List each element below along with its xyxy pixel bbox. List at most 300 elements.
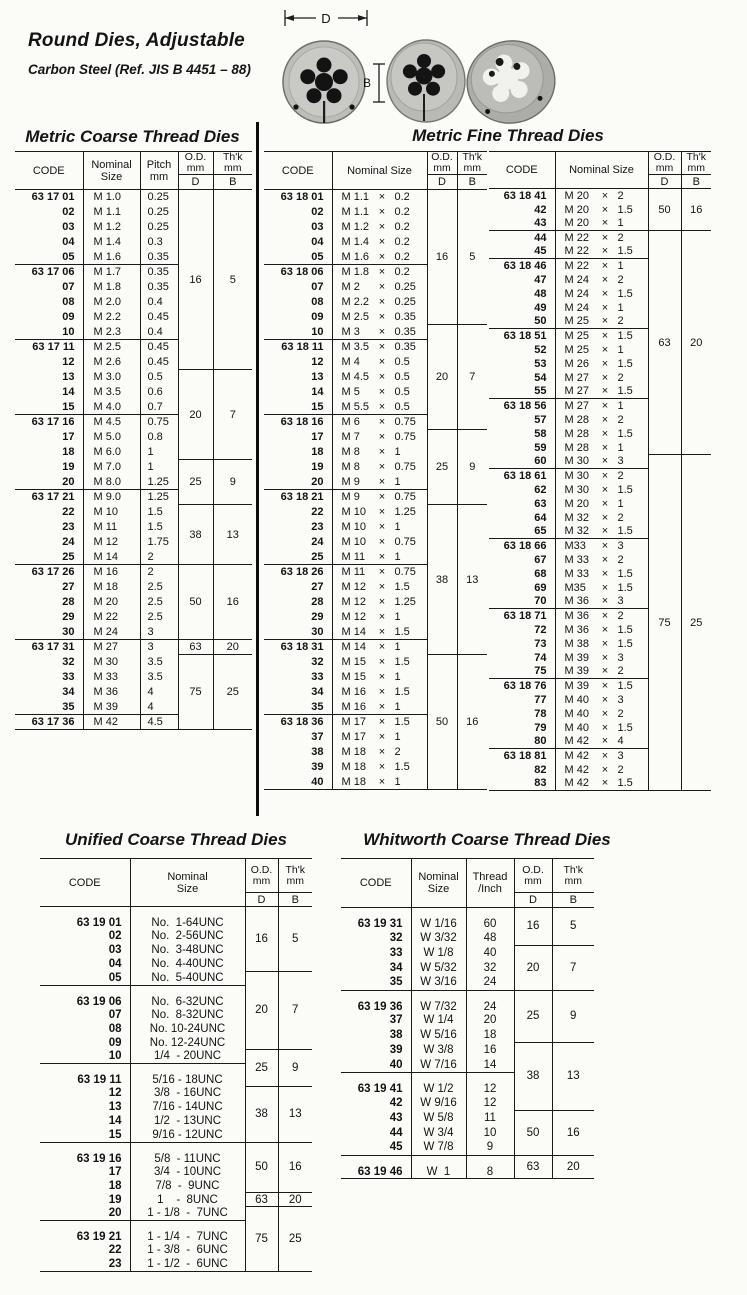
size-cell: M 11 × 0.75 <box>332 565 427 580</box>
size-cell: M 42 <box>83 715 140 730</box>
size-cell: M 7 × 0.75 <box>332 430 427 445</box>
code-cell: 32 <box>62 656 75 668</box>
thread-cell: 18 <box>466 1028 514 1043</box>
col-header-d: D <box>245 893 278 907</box>
size-cell: 5/8 - 11UNC <box>130 1142 245 1165</box>
od-cell: 16 <box>178 190 213 370</box>
code-cell: 63 19 46 <box>341 1155 411 1178</box>
code-cell: 44 <box>389 1126 403 1139</box>
col-header-od: O.D. mm <box>514 859 552 893</box>
code-cell: 18 <box>311 446 324 458</box>
size-cell: M 2.2 <box>83 310 140 325</box>
table-row <box>40 971 312 985</box>
table-row <box>341 1043 594 1058</box>
size-cell: W 5/8 <box>411 1110 466 1125</box>
thk-cell: 7 <box>552 945 594 990</box>
thread-cell: 60 <box>466 908 514 931</box>
code-cell: 63 18 31 <box>264 640 332 655</box>
size-cell: No. 2-56UNC <box>130 929 245 943</box>
size-cell: M 39 × 3 <box>555 651 648 665</box>
size-cell: M 7.0 <box>83 460 140 475</box>
table-row <box>15 505 252 520</box>
table-row <box>341 990 594 1013</box>
od-cell: 20 <box>178 370 213 460</box>
code-cell: 63 19 31 <box>341 908 411 931</box>
pitch-cell: 0.45 <box>140 340 178 355</box>
code-cell: 12 <box>108 1087 122 1099</box>
size-cell: M 3.5 <box>83 385 140 400</box>
od-cell: 50 <box>245 1142 278 1193</box>
pitch-cell: 3 <box>140 625 178 640</box>
size-cell: M35 × 1.5 <box>555 581 648 595</box>
od-cell: 38 <box>514 1043 552 1111</box>
size-cell: M 33 × 2 <box>555 553 648 567</box>
size-cell: M 42 × 2 <box>555 763 648 777</box>
size-cell: M 15 × 1.5 <box>332 655 427 670</box>
round-dies-photo <box>268 2 568 130</box>
code-cell: 29 <box>311 611 324 623</box>
size-cell: 1 - 1/8 - 7UNC <box>130 1207 245 1221</box>
code-cell: 33 <box>311 671 324 683</box>
code-cell: 63 18 11 <box>264 340 332 355</box>
thk-cell: 13 <box>278 1086 312 1142</box>
size-cell: W 1/16 <box>411 908 466 931</box>
code-cell: 39 <box>389 1044 403 1056</box>
size-cell: M 14 × 1.5 <box>332 625 427 640</box>
size-cell: No. 6-32UNC <box>130 985 245 1008</box>
size-cell: M 32 × 1.5 <box>555 525 648 539</box>
pitch-cell: 0.35 <box>140 265 178 280</box>
code-cell: 05 <box>311 250 324 263</box>
metric-fine-title: Metric Fine Thread Dies <box>412 126 604 145</box>
pitch-cell: 3 <box>140 640 178 655</box>
size-cell: M 27 × 1 <box>555 399 648 413</box>
table-row <box>489 231 711 245</box>
size-cell: M 36 × 3 <box>555 595 648 609</box>
code-cell: 38 <box>389 1029 403 1041</box>
code-cell: 47 <box>534 273 547 286</box>
size-cell: M 2.5 × 0.35 <box>332 310 427 325</box>
table-row <box>15 655 252 670</box>
od-cell: 63 <box>514 1155 552 1178</box>
code-cell: 24 <box>62 536 75 548</box>
code-cell: 04 <box>108 958 122 970</box>
table-row <box>40 1086 312 1100</box>
code-cell: 63 18 46 <box>489 259 555 273</box>
code-cell: 63 17 06 <box>15 265 83 280</box>
size-cell: M 16 <box>83 565 140 580</box>
od-cell: 16 <box>245 907 278 972</box>
size-cell: M 20 × 2 <box>555 189 648 203</box>
pitch-cell: 0.45 <box>140 355 178 370</box>
size-cell: M 1.2 <box>83 220 140 235</box>
od-cell: 75 <box>648 455 681 791</box>
pitch-cell: 2.5 <box>140 595 178 610</box>
pitch-cell: 0.25 <box>140 220 178 235</box>
thread-cell: 20 <box>466 1013 514 1028</box>
code-cell: 68 <box>534 567 547 580</box>
code-cell: 63 18 66 <box>489 539 555 553</box>
size-cell: M 14 <box>83 550 140 565</box>
col-header-thk: Th'k mm <box>552 859 594 893</box>
code-cell: 33 <box>389 946 403 959</box>
code-cell: 08 <box>311 296 324 308</box>
code-cell: 64 <box>534 511 547 524</box>
size-cell: W 1/8 <box>411 945 466 960</box>
table-row <box>264 430 487 445</box>
size-cell: 7/8 - 9UNC <box>130 1179 245 1193</box>
thk-cell: 7 <box>457 325 487 430</box>
thk-cell: 16 <box>681 189 711 231</box>
code-cell: 63 18 21 <box>264 490 332 505</box>
code-cell: 63 19 01 <box>40 907 130 930</box>
thk-cell: 25 <box>213 655 252 730</box>
table-row <box>40 1193 312 1207</box>
table-row <box>40 907 312 930</box>
size-cell: W 3/8 <box>411 1043 466 1058</box>
od-cell: 38 <box>427 505 457 655</box>
die-front-image <box>283 41 365 123</box>
pitch-cell: 0.5 <box>140 370 178 385</box>
col-header-size: Nominal Size <box>83 152 140 190</box>
col-header-thk: Th'k mm <box>681 152 711 175</box>
size-cell: M 1.7 <box>83 265 140 280</box>
col-header-b: B <box>552 893 594 908</box>
thk-cell: 9 <box>278 1050 312 1087</box>
size-cell: M 20 × 1.5 <box>555 203 648 217</box>
pitch-cell: 0.75 <box>140 415 178 430</box>
code-cell: 13 <box>311 371 324 383</box>
size-cell: M 5.5 × 0.5 <box>332 400 427 415</box>
dimension-b-bracket <box>373 64 385 102</box>
code-cell: 63 17 36 <box>15 715 83 730</box>
size-cell: M 39 <box>83 700 140 715</box>
pitch-cell: 2 <box>140 565 178 580</box>
size-cell: M 2.6 <box>83 355 140 370</box>
size-cell: M 11 × 1 <box>332 550 427 565</box>
code-cell: 03 <box>108 944 122 956</box>
thk-cell: 25 <box>278 1207 312 1272</box>
code-cell: 65 <box>534 525 547 538</box>
code-cell: 73 <box>534 637 547 650</box>
size-cell: 1/2 - 13UNC <box>130 1114 245 1128</box>
size-cell: M 20 × 1 <box>555 217 648 231</box>
code-cell: 27 <box>311 581 324 593</box>
thread-cell: 24 <box>466 975 514 990</box>
col-header-od: O.D. mm <box>245 859 278 893</box>
size-cell: M 9 × 1 <box>332 475 427 490</box>
col-header-code: CODE <box>40 859 130 907</box>
code-cell: 79 <box>534 721 547 734</box>
code-cell: 15 <box>311 400 324 413</box>
code-cell: 44 <box>489 231 555 245</box>
code-cell: 63 17 16 <box>15 415 83 430</box>
header-row <box>341 859 594 893</box>
code-cell: 29 <box>62 611 75 623</box>
size-cell: M 2.5 <box>83 340 140 355</box>
code-cell: 09 <box>108 1036 122 1049</box>
table-row <box>15 370 252 385</box>
size-cell: M 24 × 2 <box>555 273 648 287</box>
code-cell: 39 <box>311 761 324 773</box>
metric-fine-right-table <box>489 151 711 791</box>
size-cell: M 30 × 2 <box>555 469 648 483</box>
size-cell: M 2.3 <box>83 325 140 340</box>
size-cell: M 22 × 1 <box>555 259 648 273</box>
thk-cell: 20 <box>552 1155 594 1178</box>
pitch-cell: 0.25 <box>140 205 178 220</box>
pitch-cell: 0.7 <box>140 400 178 415</box>
size-cell: M 20 <box>83 595 140 610</box>
thk-cell: 13 <box>213 505 252 565</box>
thread-cell: 40 <box>466 945 514 960</box>
code-cell: 23 <box>108 1257 122 1270</box>
col-header-od: O.D. mm <box>648 152 681 175</box>
thread-cell: 12 <box>466 1073 514 1096</box>
table-row <box>489 189 711 203</box>
pitch-cell: 1.25 <box>140 490 178 505</box>
code-cell: 63 <box>534 497 547 510</box>
size-cell: M 9 × 0.75 <box>332 490 427 505</box>
size-cell: M 1.4 × 0.2 <box>332 235 427 250</box>
thk-cell: 13 <box>552 1043 594 1111</box>
code-cell: 22 <box>62 506 75 518</box>
size-cell: No. 5-40UNC <box>130 971 245 985</box>
size-cell: M 25 × 1.5 <box>555 329 648 343</box>
od-cell: 63 <box>648 231 681 455</box>
col-header-b: B <box>278 893 312 907</box>
size-cell: M 30 × 3 <box>555 455 648 469</box>
size-cell: M 28 × 1.5 <box>555 427 648 441</box>
size-cell: M 32 × 2 <box>555 511 648 525</box>
code-cell: 63 18 81 <box>489 749 555 763</box>
whitworth-table <box>341 858 594 1179</box>
code-cell: 05 <box>108 971 122 984</box>
code-cell: 19 <box>311 461 324 473</box>
code-cell: 43 <box>389 1111 403 1124</box>
size-cell: M 17 × 1.5 <box>332 715 427 730</box>
pitch-cell: 0.8 <box>140 430 178 445</box>
code-cell: 30 <box>311 625 324 638</box>
code-cell: 37 <box>389 1014 403 1026</box>
size-cell: M 1.2 × 0.2 <box>332 220 427 235</box>
od-cell: 63 <box>245 1193 278 1207</box>
code-cell: 58 <box>534 427 547 440</box>
code-cell: 63 18 51 <box>489 329 555 343</box>
code-cell: 18 <box>108 1179 122 1192</box>
code-cell: 37 <box>311 731 324 743</box>
table-row <box>341 945 594 960</box>
size-cell: No. 8-32UNC <box>130 1008 245 1022</box>
size-cell: W 3/4 <box>411 1125 466 1140</box>
code-cell: 63 19 06 <box>40 985 130 1008</box>
code-cell: 63 19 11 <box>40 1064 130 1087</box>
size-cell: M 33 × 1.5 <box>555 567 648 581</box>
thread-cell: 14 <box>466 1058 514 1073</box>
size-cell: W 1/4 <box>411 1013 466 1028</box>
od-cell: 16 <box>427 190 457 325</box>
code-cell: 35 <box>62 700 75 713</box>
size-cell: M 9.0 <box>83 490 140 505</box>
size-cell: M 27 × 2 <box>555 371 648 385</box>
col-header-thread: Thread /Inch <box>466 859 514 908</box>
table-row <box>341 908 594 931</box>
pitch-cell: 0.4 <box>140 295 178 310</box>
size-cell: M 10 × 1.25 <box>332 505 427 520</box>
size-cell: 1 - 3/8 - 6UNC <box>130 1243 245 1257</box>
thk-cell: 5 <box>213 190 252 370</box>
od-cell: 38 <box>245 1086 278 1142</box>
size-cell: M 6.0 <box>83 445 140 460</box>
code-cell: 07 <box>62 281 75 293</box>
col-header-code: CODE <box>15 152 83 190</box>
thk-cell: 9 <box>457 430 487 505</box>
whitworth-title: Whitworth Coarse Thread Dies <box>363 830 611 849</box>
thread-cell: 9 <box>466 1140 514 1155</box>
size-cell: M 4.0 <box>83 400 140 415</box>
table-row <box>40 1142 312 1165</box>
thk-cell: 16 <box>213 565 252 640</box>
size-cell: M 1.6 × 0.2 <box>332 250 427 265</box>
od-cell: 16 <box>514 908 552 946</box>
thk-cell: 5 <box>278 907 312 972</box>
code-cell: 27 <box>62 581 75 593</box>
thk-cell: 13 <box>457 505 487 655</box>
size-cell: M 1.8 × 0.2 <box>332 265 427 280</box>
table-row <box>264 325 487 340</box>
code-cell: 13 <box>108 1101 122 1113</box>
code-cell: 70 <box>534 595 547 608</box>
header-row <box>489 152 711 175</box>
od-cell: 63 <box>178 640 213 655</box>
code-cell: 54 <box>534 371 547 384</box>
size-cell: 7/16 - 14UNC <box>130 1100 245 1114</box>
thread-cell: 12 <box>466 1095 514 1110</box>
col-header-thk: Th'k mm <box>457 152 487 175</box>
code-cell: 22 <box>108 1244 122 1256</box>
size-cell: No. 3-48UNC <box>130 943 245 957</box>
size-cell: M 14 × 1 <box>332 640 427 655</box>
col-header-pitch: Pitch mm <box>140 152 178 190</box>
size-cell: M 38 × 1.5 <box>555 637 648 651</box>
metric-fine-left-table <box>264 151 487 790</box>
code-cell: 19 <box>108 1193 122 1206</box>
code-cell: 02 <box>311 206 324 218</box>
code-cell: 25 <box>62 550 75 563</box>
code-cell: 63 18 61 <box>489 469 555 483</box>
size-cell: 1 - 1/4 - 7UNC <box>130 1221 245 1244</box>
size-cell: No. 1-64UNC <box>130 907 245 930</box>
pitch-cell: 1 <box>140 460 178 475</box>
size-cell: M 5 × 0.5 <box>332 385 427 400</box>
code-cell: 63 18 01 <box>264 190 332 205</box>
size-cell: W 5/16 <box>411 1028 466 1043</box>
dimension-d-label: D <box>321 11 331 26</box>
size-cell: 3/4 - 10UNC <box>130 1165 245 1179</box>
code-cell: 08 <box>62 296 75 308</box>
size-cell: W 7/8 <box>411 1140 466 1155</box>
size-cell: M 24 × 1 <box>555 301 648 315</box>
size-cell: M 12 × 1.5 <box>332 580 427 595</box>
size-cell: M 3 × 0.35 <box>332 325 427 340</box>
table-row <box>489 455 711 469</box>
pitch-cell: 1.25 <box>140 475 178 490</box>
code-cell: 45 <box>534 245 547 258</box>
code-cell: 50 <box>534 315 547 328</box>
thread-cell: 24 <box>466 990 514 1013</box>
code-cell: 28 <box>62 596 75 608</box>
od-cell: 75 <box>245 1207 278 1272</box>
metric-coarse-title: Metric Coarse Thread Dies <box>25 127 240 146</box>
pitch-cell: 4 <box>140 685 178 700</box>
size-cell: M 16 × 1 <box>332 700 427 715</box>
pitch-cell: 1.5 <box>140 505 178 520</box>
size-cell: 5/16 - 18UNC <box>130 1064 245 1087</box>
size-cell: W 7/32 <box>411 990 466 1013</box>
code-cell: 82 <box>534 763 547 776</box>
pitch-cell: 0.3 <box>140 235 178 250</box>
size-cell: M 10 × 1 <box>332 520 427 535</box>
code-cell: 22 <box>311 506 324 518</box>
code-cell: 15 <box>108 1128 122 1141</box>
code-cell: 10 <box>311 325 324 338</box>
code-cell: 38 <box>311 746 324 758</box>
code-cell: 63 18 56 <box>489 399 555 413</box>
code-cell: 20 <box>62 475 75 488</box>
size-cell: M 1.0 <box>83 190 140 205</box>
code-cell: 12 <box>311 356 324 368</box>
od-cell: 20 <box>427 325 457 430</box>
thk-cell: 16 <box>552 1110 594 1155</box>
size-cell: M 2.2 × 0.25 <box>332 295 427 310</box>
size-cell: M33 × 3 <box>555 539 648 553</box>
code-cell: 48 <box>534 287 547 300</box>
code-cell: 09 <box>311 311 324 323</box>
code-cell: 35 <box>311 700 324 713</box>
pitch-cell: 0.25 <box>140 190 178 205</box>
code-cell: 63 17 31 <box>15 640 83 655</box>
thk-cell: 7 <box>213 370 252 460</box>
size-cell: M 39 × 2 <box>555 665 648 679</box>
header-row <box>40 859 312 893</box>
table-row <box>40 1050 312 1064</box>
code-cell: 23 <box>62 521 75 533</box>
code-cell: 63 17 01 <box>15 190 83 205</box>
od-cell: 25 <box>245 1050 278 1087</box>
size-cell: 1 - 8UNC <box>130 1193 245 1207</box>
code-cell: 30 <box>62 625 75 638</box>
thk-cell: 5 <box>552 908 594 946</box>
code-cell: 55 <box>534 385 547 398</box>
pitch-cell: 2.5 <box>140 610 178 625</box>
col-header-od: O.D. mm <box>178 152 213 175</box>
code-cell: 62 <box>534 483 547 496</box>
thk-cell: 20 <box>681 231 711 455</box>
size-cell: M 39 × 1.5 <box>555 679 648 693</box>
thread-cell: 16 <box>466 1043 514 1058</box>
code-cell: 07 <box>311 281 324 293</box>
code-cell: 74 <box>534 651 547 664</box>
col-header-thk: Th'k mm <box>213 152 252 175</box>
col-header-size: Nominal Size <box>555 152 648 189</box>
col-header-code: CODE <box>341 859 411 908</box>
size-cell: 9/16 - 12UNC <box>130 1128 245 1142</box>
size-cell: M 12 × 1.25 <box>332 595 427 610</box>
size-cell: M 20 × 1 <box>555 497 648 511</box>
code-cell: 23 <box>311 521 324 533</box>
pitch-cell: 0.6 <box>140 385 178 400</box>
table-row <box>40 1207 312 1221</box>
